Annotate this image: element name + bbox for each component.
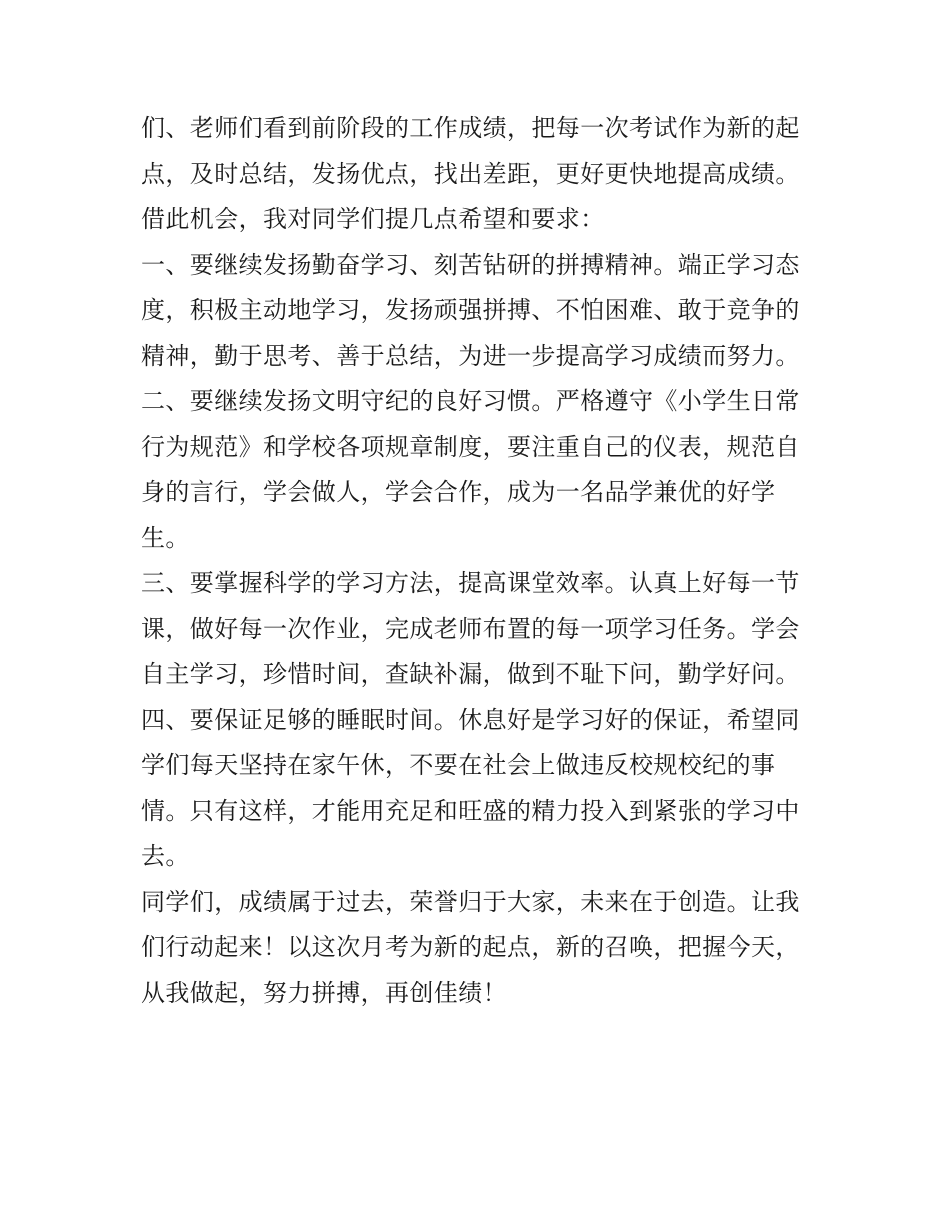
text-line: 们、老师们看到前阶段的工作成绩，把每一次考试作为新的起	[141, 114, 800, 142]
text-line: 精神，勤于思考、善于总结，为进一步提高学习成绩而努力。	[141, 341, 800, 370]
text-line: 课，做好每一次作业，完成老师布置的每一项学习任务。学会	[141, 614, 800, 643]
text-line: 度，积极主动地学习，发扬顽强拼搏、不怕困难、敢于竞争的	[141, 296, 800, 324]
text-line: 四、要保证足够的睡眠时间。休息好是学习好的保证，希望同	[141, 705, 800, 734]
text-line: 去。	[141, 842, 190, 870]
text-line: 借此机会，我对同学们提几点希望和要求：	[141, 205, 605, 233]
text-line: 身的言行，学会做人，学会合作，成为一名品学兼优的好学	[141, 478, 776, 506]
text-line: 行为规范》和学校各项规章制度，要注重自己的仪表，规范自	[141, 432, 800, 461]
text-line: 生。	[141, 523, 190, 552]
text-line: 情。只有这样，才能用充足和旺盛的精力投入到紧张的学习中	[141, 796, 800, 825]
document-body	[141, 106, 813, 1016]
text-line: 同学们，成绩属于过去，荣誉归于大家，未来在于创造。让我	[141, 887, 800, 916]
text-line: 一、要继续发扬勤奋学习、刻苦钻研的拼搏精神。端正学习态	[141, 250, 800, 279]
text-line: 三、要掌握科学的学习方法，提高课堂效率。认真上好每一节	[141, 569, 800, 597]
text-line: 学们每天坚持在家午休，不要在社会上做违反校规校纪的事	[141, 751, 776, 779]
text-line: 从我做起，努力拼搏，再创佳绩！	[141, 978, 507, 1007]
text-line: 们行动起来！以这次月考为新的起点，新的召唤，把握今天，	[141, 933, 800, 961]
text-line: 自主学习，珍惜时间，查缺补漏，做到不耻下问，勤学好问。	[141, 660, 800, 688]
text-line: 点，及时总结，发扬优点，找出差距，更好更快地提高成绩。	[141, 159, 800, 188]
text-line: 二、要继续发扬文明守纪的良好习惯。严格遵守《小学生日常	[141, 387, 800, 415]
